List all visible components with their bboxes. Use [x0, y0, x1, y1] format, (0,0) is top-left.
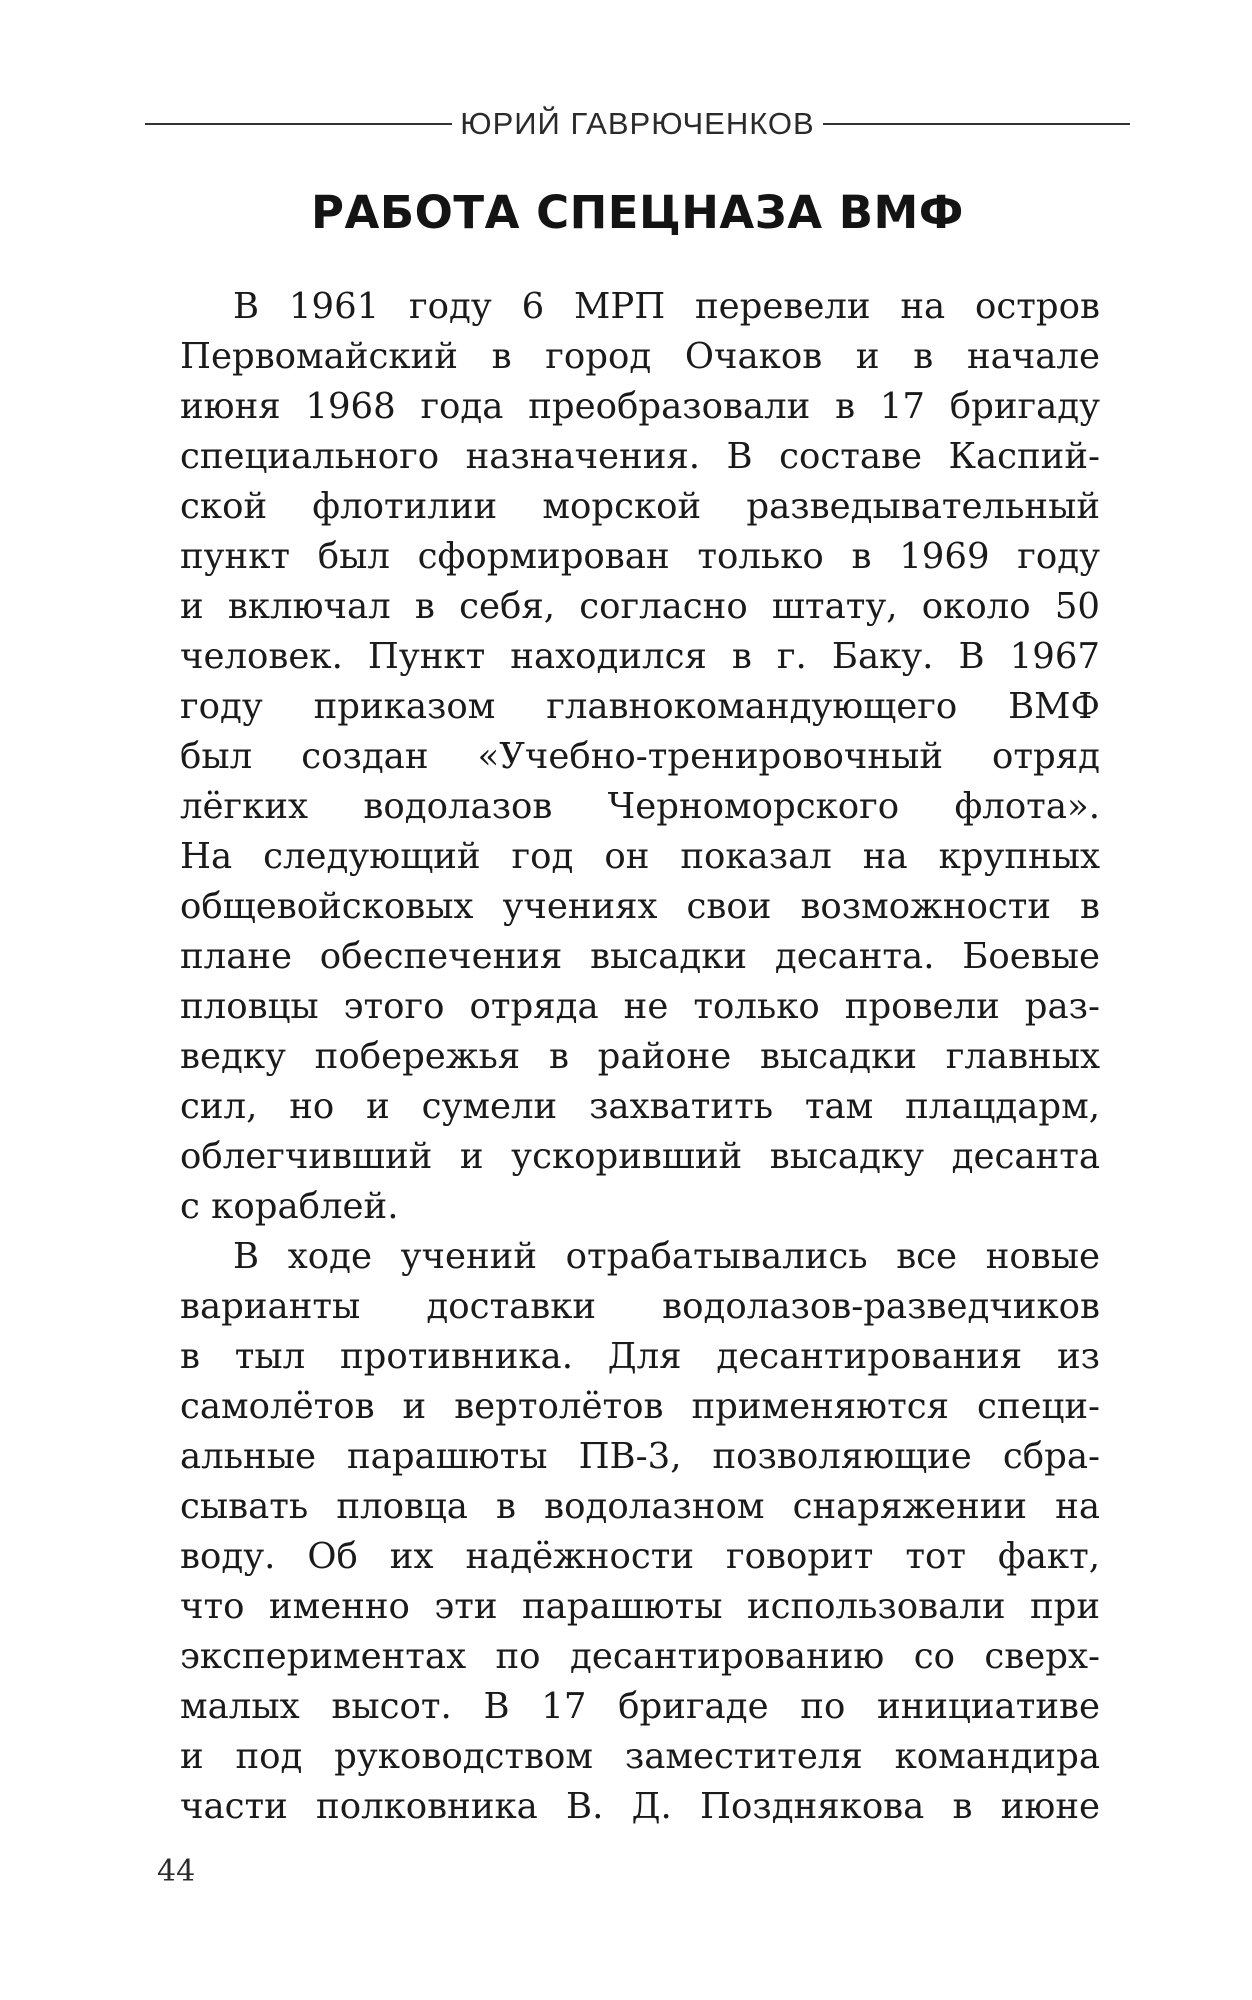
- paragraph: [180, 1232, 1100, 1832]
- text-line: году приказом главнокомандующего ВМФ: [180, 686, 1100, 727]
- text-line: лёгких водолазов Черноморского флота».: [180, 786, 1100, 827]
- text-line: воду. Об их надёжности говорит тот факт,: [180, 1536, 1100, 1577]
- text-line: альные парашюты ПВ-3, позволяющие сбра-: [180, 1436, 1100, 1477]
- text-line: части полковника В. Д. Позднякова в июне: [180, 1786, 1100, 1827]
- text-line: облегчивший и ускоривший высадку десанта: [180, 1136, 1100, 1177]
- text-line: ведку побережья в районе высадки главных: [180, 1036, 1100, 1077]
- text-line: В 1961 году 6 МРП перевели на остров: [233, 286, 1100, 327]
- running-head: [145, 102, 1130, 146]
- text-line: с кораблей.: [180, 1186, 399, 1227]
- chapter-title: РАБОТА СПЕЦНАЗА ВМФ: [311, 186, 964, 239]
- text-line: был создан «Учебно-тренировочный отряд: [180, 736, 1100, 777]
- text-line: самолётов и вертолётов применяются специ-: [180, 1386, 1100, 1427]
- text-line: что именно эти парашюты использовали при: [180, 1586, 1100, 1627]
- text-line: человек. Пункт находился в г. Баку. В 1967: [180, 636, 1100, 677]
- text-line: пункт был сформирован только в 1969 году: [180, 536, 1100, 577]
- running-head-rule-left: [145, 123, 452, 125]
- text-line: и под руководством заместителя командира: [180, 1736, 1100, 1777]
- page-number: 44: [157, 1854, 196, 1889]
- paragraph: [180, 282, 1100, 1232]
- text-line: малых высот. В 17 бригаде по инициативе: [180, 1686, 1100, 1727]
- text-line: пловцы этого отряда не только провели раз-: [180, 986, 1100, 1027]
- text-line: и включал в себя, согласно штату, около 50: [180, 586, 1100, 627]
- text-line: июня 1968 года преобразовали в 17 бригаду: [180, 386, 1100, 427]
- text-line: В ходе учений отрабатывались все новые: [233, 1236, 1100, 1277]
- text-line: сывать пловца в водолазном снаряжении на: [180, 1486, 1100, 1527]
- running-head-author: ЮРИЙ ГАВРЮЧЕНКОВ: [460, 106, 815, 141]
- text-line: сил, но и сумели захватить там плацдарм,: [180, 1086, 1100, 1127]
- running-head-rule-right: [823, 123, 1130, 125]
- text-line: На следующий год он показал на крупных: [180, 836, 1100, 877]
- text-line: варианты доставки водолазов-разведчиков: [180, 1286, 1100, 1327]
- text-line: общевойсковых учениях свои возможности в: [180, 886, 1100, 927]
- text-line: в тыл противника. Для десантирования из: [180, 1336, 1100, 1377]
- text-line: ской флотилии морской разведывательный: [180, 486, 1100, 527]
- text-line: плане обеспечения высадки десанта. Боевые: [180, 936, 1100, 977]
- text-line: специального назначения. В составе Каспий-: [180, 436, 1100, 477]
- body-text: [180, 282, 1100, 1832]
- text-line: экспериментах по десантированию со сверх-: [180, 1636, 1100, 1677]
- text-line: Первомайский в город Очаков и в начале: [180, 336, 1100, 377]
